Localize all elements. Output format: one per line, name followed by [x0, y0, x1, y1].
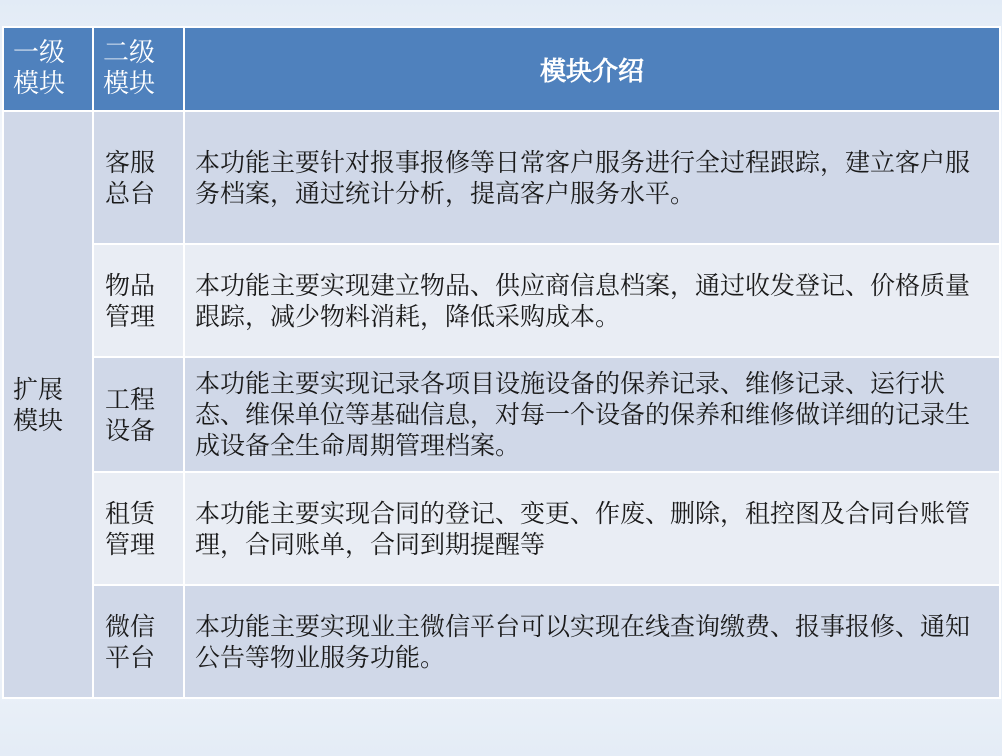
table-row: [3, 472, 1000, 585]
group-cell: [3, 111, 93, 698]
header-level2: 二级 模块: [93, 27, 184, 111]
module-description: 本功能主要实现合同的登记、变更、作废、删除，租控图及合同台账管理，合同账单，合同到期提醒等: [184, 472, 1000, 585]
submodule-name: 微信 平台: [93, 585, 184, 698]
module-description: 本功能主要针对报事报修等日常客户服务进行全过程跟踪，建立客户服务档案，通过统计分析，提高客户服务水平。: [184, 111, 1000, 244]
table-row: [3, 357, 1000, 472]
submodule-name: 客服 总台: [93, 111, 184, 244]
table-row: [3, 244, 1000, 357]
module-description: 本功能主要实现业主微信平台可以实现在线查询缴费、报事报修、通知公告等物业服务功能。: [184, 585, 1000, 698]
submodule-name: 工程 设备: [93, 357, 184, 472]
table-row: [3, 111, 1000, 244]
group-label: 扩展 模块: [13, 374, 64, 435]
module-table: [2, 26, 1001, 699]
submodule-name: 租赁 管理: [93, 472, 184, 585]
submodule-name: 物品 管理: [93, 244, 184, 357]
table-row: [3, 585, 1000, 698]
header-intro: 模块介绍: [184, 27, 1000, 111]
header-level1: 一级 模块: [3, 27, 93, 111]
module-description: 本功能主要实现建立物品、供应商信息档案，通过收发登记、价格质量跟踪，减少物料消耗，降低采购成本。: [184, 244, 1000, 357]
table-header-row: [3, 27, 1000, 111]
module-description: 本功能主要实现记录各项目设施设备的保养记录、维修记录、运行状态、维保单位等基础信息，对每一个设备的保养和维修做详细的记录生成设备全生命周期管理档案。: [184, 357, 1000, 472]
